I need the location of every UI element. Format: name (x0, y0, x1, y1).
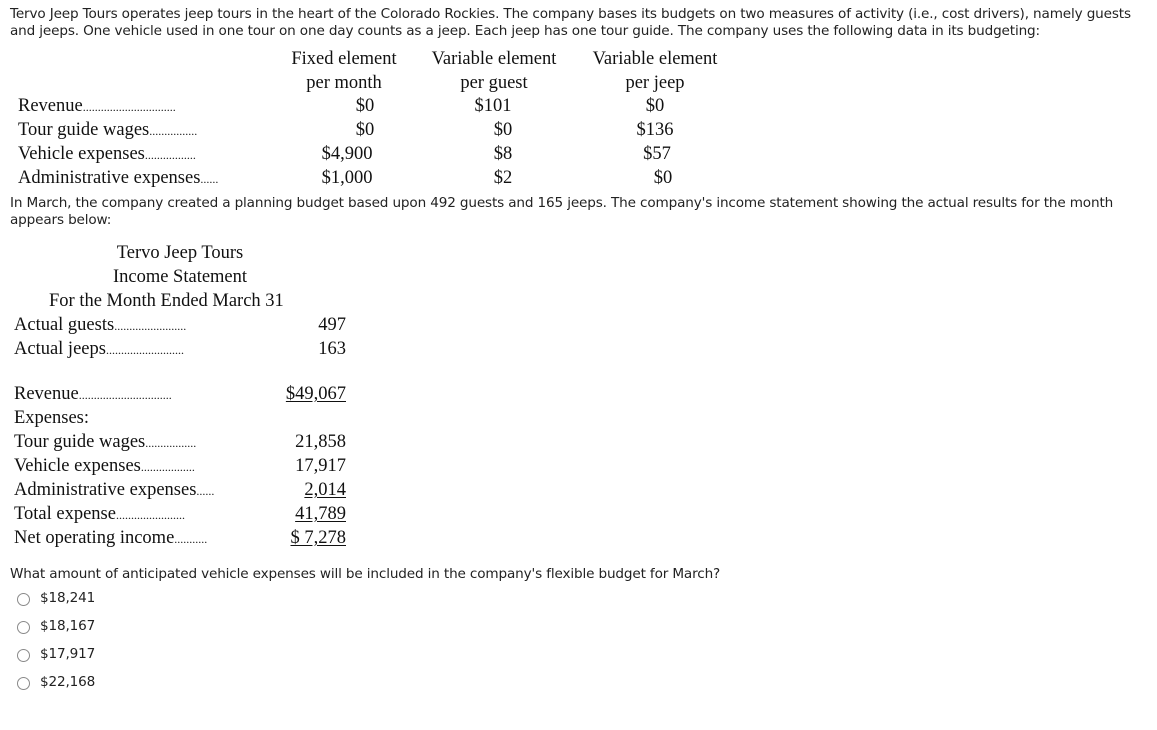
header-per-jeep-line2: per jeep (625, 73, 685, 93)
option-1-label[interactable]: $18,241 (40, 590, 96, 606)
budget-row-admin-per-jeep: $0 (653, 168, 673, 188)
header-fixed-line2: per month (306, 73, 382, 93)
budget-row-vehicle-per-jeep: $57 (643, 144, 671, 164)
statement-wages-value: 21,858 (295, 432, 346, 452)
budget-row-wages-per-jeep: $136 (636, 120, 674, 140)
header-per-guest-line2: per guest (460, 73, 528, 93)
statement-net-income-label: Net operating income........... (14, 528, 208, 548)
header-per-jeep-line1: Variable element (592, 49, 718, 69)
option-1-radio[interactable] (17, 593, 30, 606)
statement-actual-guests-label: Actual guests........................ (14, 315, 187, 335)
budget-row-revenue-fixed: $0 (355, 96, 375, 116)
budget-row-admin-fixed: $1,000 (321, 168, 373, 188)
statement-revenue-value: $49,067 (285, 384, 346, 404)
statement-actual-jeeps-value: 163 (318, 339, 346, 359)
intro-paragraph: Tervo Jeep Tours operates jeep tours in the heart of the Colorado Rockies. The company bases its budgets on two measures of activity (i.e., cost drivers), namely guests and jeeps. One vehicle used in one tour on one day counts as a jeep. Each jeep has one tour guide. The company uses the following data in its budgeting: (10, 6, 1131, 39)
budget-row-revenue-per-jeep: $0 (645, 96, 665, 116)
statement-expenses-heading: Expenses: (14, 408, 90, 428)
option-4-label[interactable]: $22,168 (40, 674, 96, 690)
option-2-label[interactable]: $18,167 (40, 618, 96, 634)
statement-net-income-value: $ 7,278 (290, 528, 346, 548)
statement-wages-label: Tour guide wages................. (14, 432, 197, 452)
statement-period: For the Month Ended March 31 (49, 291, 284, 311)
statement-actual-guests-value: 497 (318, 315, 346, 335)
budget-row-revenue-per-guest: $101 (474, 96, 512, 116)
statement-title: Income Statement (112, 267, 248, 287)
statement-admin-value: 2,014 (304, 480, 346, 500)
statement-total-label: Total expense....................... (14, 504, 185, 524)
budget-row-wages-fixed: $0 (355, 120, 375, 140)
march-paragraph: In March, the company created a planning budget based upon 492 guests and 165 jeeps. The company's income statement showing the actual results for the month appears below: (10, 195, 1114, 228)
statement-vehicle-label: Vehicle expenses.................. (14, 456, 195, 476)
budget-row-revenue-label: Revenue............................... (18, 96, 176, 116)
budget-row-admin-label: Administrative expenses...... (18, 168, 219, 188)
budget-row-admin-per-guest: $2 (493, 168, 513, 188)
statement-company: Tervo Jeep Tours (116, 243, 244, 263)
budget-row-vehicle-fixed: $4,900 (321, 144, 373, 164)
budget-row-vehicle-per-guest: $8 (493, 144, 513, 164)
option-2-radio[interactable] (17, 621, 30, 634)
budget-row-wages-label: Tour guide wages................ (18, 120, 198, 140)
statement-actual-jeeps-label: Actual jeeps.......................... (14, 339, 184, 359)
statement-admin-label: Administrative expenses...... (14, 480, 215, 500)
option-3-label[interactable]: $17,917 (40, 646, 96, 662)
budget-row-wages-per-guest: $0 (493, 120, 513, 140)
question-text: What amount of anticipated vehicle expenses will be included in the company's flexible budget for March? (10, 566, 721, 582)
option-3-radio[interactable] (17, 649, 30, 662)
header-fixed-line1: Fixed element (291, 49, 397, 69)
statement-vehicle-value: 17,917 (295, 456, 346, 476)
statement-total-value: 41,789 (295, 504, 346, 524)
header-per-guest-line1: Variable element (431, 49, 557, 69)
statement-revenue-label: Revenue............................... (14, 384, 172, 404)
option-4-radio[interactable] (17, 677, 30, 690)
budget-row-vehicle-label: Vehicle expenses................. (18, 144, 196, 164)
